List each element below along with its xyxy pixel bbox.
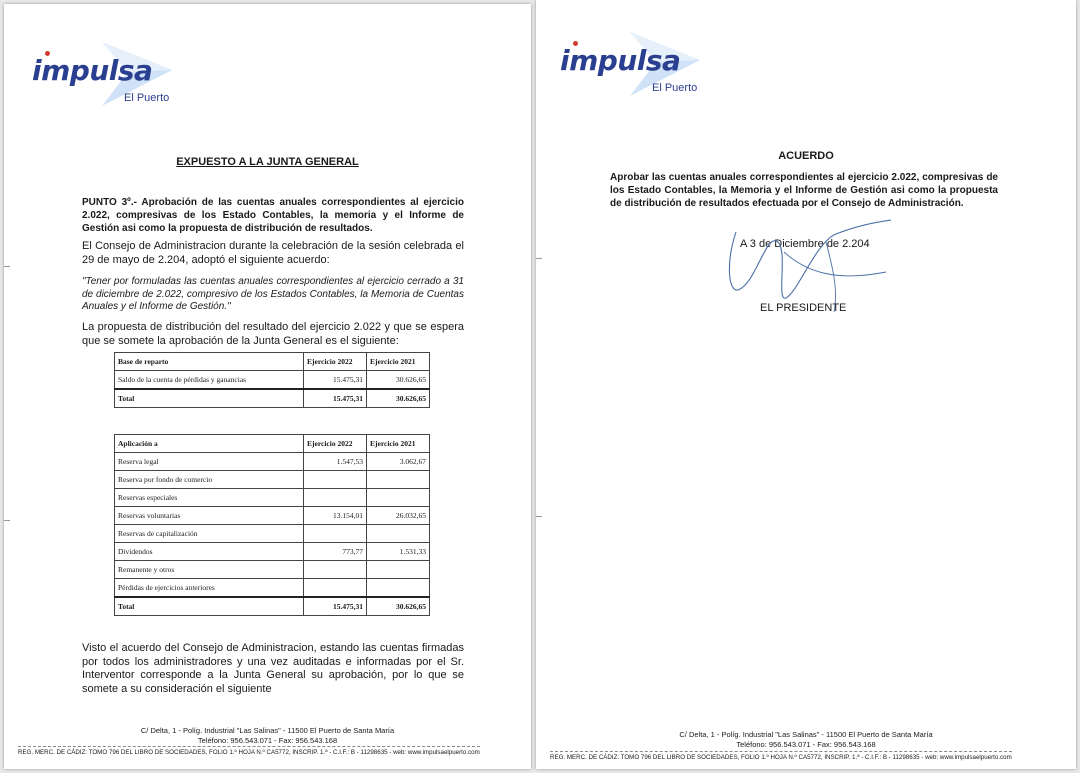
row-label: Total bbox=[115, 597, 304, 616]
logo-wordmark: impulsa bbox=[32, 54, 153, 87]
row-label: Remanente y otros bbox=[115, 561, 304, 579]
impulsa-logo bbox=[560, 24, 720, 104]
row-label: Reserva por fondo de comercio bbox=[115, 471, 304, 489]
row-label: Saldo de la cuenta de pérdidas y ganancias bbox=[115, 371, 304, 390]
margin-mark bbox=[536, 258, 542, 259]
paragraph-consejo: El Consejo de Administracion durante la celebración de la sesión celebrada el 29 de mayo de 2.204, adoptó el siguiente acuerdo: bbox=[82, 240, 464, 266]
logo-wordmark: impulsa bbox=[560, 44, 681, 77]
margin-mark bbox=[4, 520, 10, 521]
row-label: Reservas especiales bbox=[115, 489, 304, 507]
page-title: EXPUESTO A LA JUNTA GENERAL bbox=[176, 156, 359, 168]
signer-title: EL PRESIDENTE bbox=[760, 302, 847, 314]
header-cell: Base de reparto bbox=[115, 353, 304, 371]
paragraph-propuesta: La propuesta de distribución del resultado del ejercicio 2.022 y que se espera que se somete la aprobación de la Junta General es el siguiente: bbox=[82, 321, 464, 347]
footer-registry: REG. MERC. DE CÁDIZ: TOMO 796 DEL LIBRO DE SOCIEDADES, FOLIO 1.º HOJA N.º CA5772, INSCRIP. 1.ª - C.I.F.: B - 11298635 - web: www.impulsaelpuerto.com bbox=[18, 746, 480, 756]
table-row bbox=[115, 471, 430, 489]
impulsa-logo bbox=[32, 34, 192, 114]
table-row bbox=[115, 489, 430, 507]
value-2022 bbox=[304, 471, 367, 489]
header-cell: Ejercicio 2021 bbox=[367, 353, 430, 371]
logo-subtitle: El Puerto bbox=[652, 82, 698, 94]
value-2022 bbox=[304, 561, 367, 579]
paragraph-visto: Visto el acuerdo del Consejo de Administracion, estando las cuentas firmadas por todos los administradores y una vez auditadas e informadas por el Sr. Interventor corresponde a la Junta General su aprobación, por lo que se somete a su consideración el siguiente bbox=[82, 642, 464, 695]
table-row bbox=[115, 561, 430, 579]
header-cell: Ejercicio 2022 bbox=[304, 353, 367, 371]
row-label: Reservas voluntarias bbox=[115, 507, 304, 525]
margin-mark bbox=[4, 266, 10, 267]
table-row bbox=[115, 543, 430, 561]
value-2022: 15.475,31 bbox=[304, 597, 367, 616]
footer-address: C/ Delta, 1 - Políg. Industrial "Las Salinas" - 11500 El Puerto de Santa María bbox=[679, 730, 933, 739]
footer-registry: REG. MERC. DE CÁDIZ: TOMO 796 DEL LIBRO DE SOCIEDADES, FOLIO 1.º HOJA N.º CA5772, INSCRIP. 1.ª - C.I.F.: B - 11298635 - web: www.impulsaelpuerto.com bbox=[550, 751, 1012, 761]
value-2021: 30.626,65 bbox=[367, 389, 430, 408]
margin-mark bbox=[536, 516, 542, 517]
value-2021 bbox=[367, 525, 430, 543]
value-2021: 26.032,65 bbox=[367, 507, 430, 525]
row-label: Pérdidas de ejercicios anteriores bbox=[115, 579, 304, 598]
value-2021: 30.626,65 bbox=[367, 371, 430, 390]
table-row bbox=[115, 507, 430, 525]
table-header-row bbox=[115, 435, 430, 453]
value-2022: 13.154,01 bbox=[304, 507, 367, 525]
acuerdo-text: Aprobar las cuentas anuales correspondientes al ejercicio 2.022, compresivas de los Estado Contables, la Memoria y el Informe de Gestión asi como la propuesta de distribución de resultados efectuada por el Consejo de Administración. bbox=[610, 172, 998, 209]
value-2022: 773,77 bbox=[304, 543, 367, 561]
value-2021: 3.062,67 bbox=[367, 453, 430, 471]
row-label: Reserva legal bbox=[115, 453, 304, 471]
table-total-row bbox=[115, 389, 430, 408]
value-2022: 1.547,53 bbox=[304, 453, 367, 471]
row-label: Dividendos bbox=[115, 543, 304, 561]
table-row bbox=[115, 525, 430, 543]
row-label: Reservas de capitalización bbox=[115, 525, 304, 543]
header-cell: Ejercicio 2022 bbox=[304, 435, 367, 453]
value-2021 bbox=[367, 579, 430, 598]
table-header-row bbox=[115, 353, 430, 371]
value-2022 bbox=[304, 525, 367, 543]
document-page-acuerdo bbox=[536, 0, 1076, 769]
document-page-expuesto bbox=[4, 4, 531, 769]
table-base-reparto bbox=[114, 352, 430, 408]
value-2021: 1.531,33 bbox=[367, 543, 430, 561]
value-2021 bbox=[367, 489, 430, 507]
value-2021 bbox=[367, 561, 430, 579]
table-row bbox=[115, 579, 430, 598]
row-label: Total bbox=[115, 389, 304, 408]
footer-phone: Teléfono: 956.543.071 - Fax: 956.543.168 bbox=[197, 736, 338, 745]
table-row bbox=[115, 453, 430, 471]
page-title: ACUERDO bbox=[778, 150, 834, 162]
quote-acuerdo: "Tener por formuladas las cuentas anuales correspondientes al ejercicio cerrado a 31 de diciembre de 2.022, compresivo de los Estados Contables, la Memoria de Cuentas Anuales y el Informe de Gestión." bbox=[82, 276, 464, 312]
value-2022: 15.475,31 bbox=[304, 371, 367, 390]
value-2022 bbox=[304, 489, 367, 507]
value-2021 bbox=[367, 471, 430, 489]
table-row bbox=[115, 371, 430, 390]
punto-heading: PUNTO 3º.- Aprobación de las cuentas anuales correspondientes al ejercicio 2.022, compresivas de los Estado Contables, la memoria y el Informe de Gestión asi como la propuesta de distribución de resultados. bbox=[82, 197, 464, 234]
header-cell: Aplicación a bbox=[115, 435, 304, 453]
signature-date: A 3 de Diciembre de 2.204 bbox=[740, 238, 870, 250]
value-2021: 30.626,65 bbox=[367, 597, 430, 616]
value-2022: 15.475,31 bbox=[304, 389, 367, 408]
table-total-row bbox=[115, 597, 430, 616]
footer-address: C/ Delta, 1 - Políg. Industrial "Las Salinas" - 11500 El Puerto de Santa María bbox=[140, 726, 395, 735]
value-2022 bbox=[304, 579, 367, 598]
table-aplicacion bbox=[114, 434, 430, 616]
header-cell: Ejercicio 2021 bbox=[367, 435, 430, 453]
logo-subtitle: El Puerto bbox=[124, 92, 170, 104]
footer-phone: Teléfono: 956.543.071 - Fax: 956.543.168 bbox=[736, 740, 876, 749]
